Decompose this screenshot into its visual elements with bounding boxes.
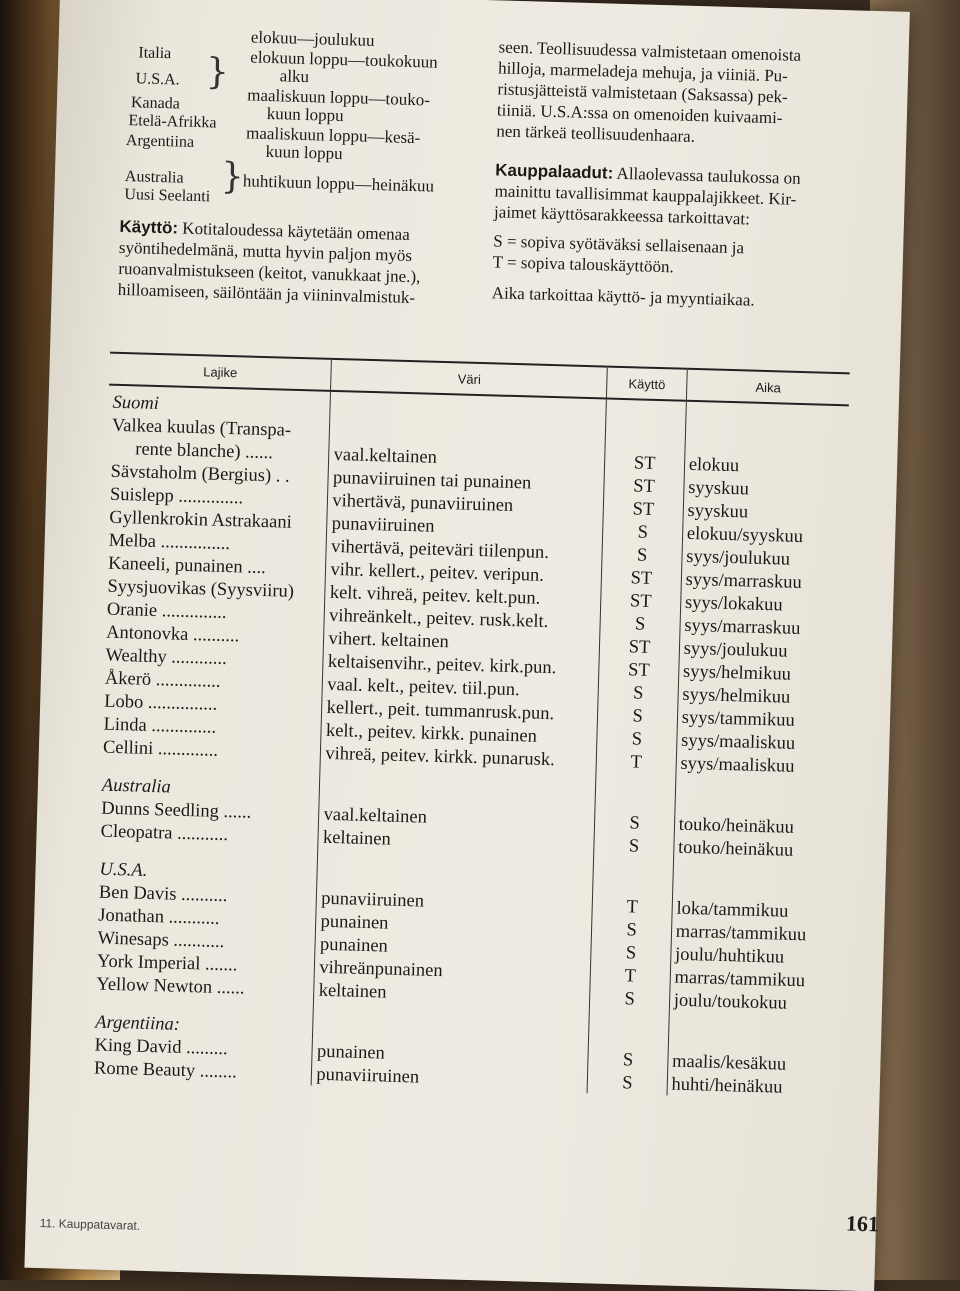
variety-color: vihreä, peitev. kirkk. punarusk.: [321, 742, 597, 773]
variety-color: kelt., peitev. kirkk. punainen: [321, 719, 597, 750]
variety-use: S: [592, 917, 672, 942]
variety-use: S: [597, 726, 677, 751]
variety-name: Suislepp ..............: [109, 484, 244, 509]
variety-use: T: [590, 963, 670, 988]
variety-time: syys/helmikuu: [678, 660, 841, 688]
variety-time: joulu/toukokuu: [669, 989, 832, 1017]
variety-use: S: [603, 520, 683, 545]
right-line: hilloja, marmeladeja mehuja, ja viiniä. Pu-: [497, 58, 789, 86]
variety-name: King David .........: [94, 1035, 228, 1060]
variety-time: syyskuu: [683, 499, 846, 527]
variety-name: Dunns Seedling ......: [100, 798, 252, 823]
variety-time: syys/marraskuu: [681, 568, 844, 596]
right-line: tiiniä. U.S.A:ssa on omenoiden kuivaami-: [496, 100, 783, 128]
variety-use: ST: [605, 451, 685, 476]
variety-color: keltainen: [318, 826, 594, 857]
variety-name: Cleopatra ...........: [100, 821, 229, 846]
variety-name: Wealthy ............: [105, 645, 228, 670]
book-page: [24, 0, 909, 1291]
variety-name: Rome Beauty ........: [93, 1058, 238, 1083]
variety-time: syys/lokakuu: [680, 591, 843, 619]
variety-name: Antonovka ..........: [105, 622, 240, 647]
variety-name: Syysjuovikas (Syysviiru): [107, 576, 295, 602]
variety-color: punainen: [316, 910, 592, 941]
variety-time: loka/tammikuu: [672, 897, 835, 925]
variety-color: vihert. keltainen: [324, 627, 600, 658]
kauppalaadut-heading: Kauppalaadut:: [494, 160, 614, 183]
variety-time: marras/tammikuu: [670, 966, 833, 994]
group-label-suomi: Suomi: [112, 392, 160, 415]
right-line: ristusjätteistä valmistetaan (Saksassa) pek-: [497, 79, 789, 107]
kaytto-line: hilloamiseen, säilöntään ja viininvalmistuk-: [117, 279, 416, 308]
header-vari: Väri: [331, 359, 608, 399]
variety-name: Gyllenkrokin Astrakaani: [109, 507, 292, 533]
variety-color: keltaisenvihr., peitev. kirk.pun.: [323, 650, 599, 681]
variety-color: vihr. kellert., peitev. veripun.: [326, 558, 602, 589]
country-etela-afrikka: Etelä-Afrikka: [128, 112, 217, 132]
variety-time: syys/tammikuu: [677, 706, 840, 734]
variety-use: S: [598, 703, 678, 728]
variety-use: ST: [604, 474, 684, 499]
aika-definition: Aika tarkoittaa käyttö- ja myyntiaikaa.: [491, 283, 755, 310]
variety-use: S: [594, 833, 674, 858]
brace-usa: }: [205, 51, 230, 93]
variety-color: punaviiruinen: [312, 1063, 588, 1094]
variety-name: Winesaps ...........: [97, 928, 225, 953]
variety-use: ST: [599, 657, 679, 682]
variety-color: vihreänpunainen: [315, 956, 591, 987]
variety-name: Åkerö ..............: [104, 668, 221, 692]
variety-time: syyskuu: [683, 476, 846, 504]
variety-color: vaal. kelt., peitev. tiil.pun.: [322, 673, 598, 704]
variety-name: Kaneeli, punainen ....: [107, 553, 267, 579]
variety-name: Yellow Newton ......: [96, 974, 245, 999]
variety-name: Lobo ...............: [103, 691, 218, 715]
variety-use: ST: [601, 588, 681, 613]
variety-time: syys/maaliskuu: [676, 729, 839, 757]
variety-name: Cellini .............: [102, 737, 219, 761]
season-line: elokuu—joulukuu: [250, 27, 375, 50]
variety-time: touko/heinäkuu: [674, 813, 837, 841]
variety-use: ST: [600, 634, 680, 659]
season-line: alku: [279, 66, 310, 87]
variety-color: vihertävä, peiteväri tiilenpun.: [326, 535, 602, 566]
header-kaytto: Käyttö: [607, 367, 687, 401]
variety-time: elokuu: [684, 453, 847, 481]
right-line: mainittu tavallisimmat kauppalajikkeet. Kir-: [494, 181, 797, 209]
page-number: 161: [845, 1210, 880, 1237]
variety-use: S: [590, 986, 670, 1011]
variety-time: huhti/heinäkuu: [667, 1073, 830, 1101]
variety-use: T: [592, 894, 672, 919]
group-label-australia: Australia: [101, 775, 172, 798]
country-usa: U.S.A.: [135, 70, 180, 89]
variety-time: syys/joulukuu: [679, 637, 842, 665]
variety-time: maalis/kesäkuu: [667, 1050, 830, 1078]
right-column: [492, 36, 859, 313]
variety-name: York Imperial .......: [96, 951, 238, 976]
right-line: Allaolevassa taulukossa on: [616, 163, 801, 188]
header-aika: Aika: [686, 369, 850, 406]
apple-variety-table: [90, 352, 850, 1100]
variety-color: punainen: [312, 1040, 588, 1071]
season-line: elokuun loppu—toukokuun: [250, 47, 438, 72]
right-line: seen. Teollisuudessa valmistetaan omenoista: [498, 37, 802, 65]
variety-color: punaviiruinen: [327, 512, 603, 543]
variety-use: S: [588, 1047, 668, 1072]
variety-color: kelt. vihreä, peitev. kelt.pun.: [325, 581, 601, 612]
variety-time: syys/maaliskuu: [676, 752, 839, 780]
season-line: maaliskuun loppu—kesä-: [245, 123, 421, 148]
variety-time: syys/joulukuu: [681, 545, 844, 573]
variety-name: Melba ...............: [108, 530, 231, 555]
variety-color: vaal.keltainen: [319, 803, 595, 834]
group-label-argentiina: Argentiina:: [95, 1012, 181, 1035]
s-definition: S = sopiva syötäväksi sellaisenaan ja: [493, 231, 745, 258]
country-argentiina: Argentiina: [125, 132, 195, 151]
kaytto-paragraph: [117, 216, 499, 311]
variety-use: S: [600, 611, 680, 636]
variety-time: touko/heinäkuu: [673, 836, 836, 864]
right-line: nen tärkeä teollisuudenhaara.: [496, 121, 696, 146]
variety-use: S: [595, 810, 675, 835]
footer-chapter: 11. Kauppatavarat.: [39, 1216, 141, 1233]
country-kanada: Kanada: [130, 94, 181, 113]
header-lajike: Lajike: [109, 353, 332, 391]
variety-color: vaal.keltainen: [329, 443, 605, 474]
variety-color: vihertävä, punaviiruinen: [328, 489, 604, 520]
variety-color: vihreänkelt., peitev. rusk.kelt.: [324, 604, 600, 635]
variety-time: syys/marraskuu: [680, 614, 843, 642]
variety-name: Sävstaholm (Bergius) . .: [110, 461, 290, 487]
variety-name: Linda ..............: [103, 714, 217, 738]
t-definition: T = sopiva talouskäyttöön.: [492, 252, 675, 277]
kaytto-line: Kotitaloudessa käytetään omenaa: [182, 218, 411, 244]
variety-name: rente blanche) ......: [135, 439, 274, 464]
variety-name: Jonathan ...........: [98, 905, 220, 929]
variety-use: T: [596, 749, 676, 774]
right-line: jaimet käyttösarakkeessa tarkoittavat:: [493, 202, 751, 229]
variety-time: syys/helmikuu: [678, 683, 841, 711]
variety-use: ST: [603, 497, 683, 522]
group-label-usa: U.S.A.: [99, 859, 148, 881]
variety-name: Ben Davis ..........: [98, 882, 228, 907]
kaytto-line: ruoanvalmistukseen (keitot, vanukkaat jne.),: [118, 258, 421, 287]
kaytto-line: syöntihedelmänä, mutta hyvin paljon myös: [118, 237, 413, 266]
variety-use: S: [598, 680, 678, 705]
variety-color: punaviiruinen tai punainen: [328, 466, 604, 497]
country-italia: Italia: [138, 44, 172, 63]
variety-color: punaviiruinen: [316, 887, 592, 918]
variety-color: kellert., peit. tummanrusk.pun.: [322, 696, 598, 727]
variety-name: Oranie ..............: [106, 599, 227, 624]
season-line: maaliskuun loppu—touko-: [246, 85, 431, 110]
variety-time: elokuu/syyskuu: [682, 522, 845, 550]
variety-color: punainen: [315, 933, 591, 964]
variety-use: S: [587, 1070, 667, 1095]
season-line: kuun loppu: [266, 103, 344, 126]
variety-use: S: [591, 940, 671, 965]
country-uusi-seelanti: Uusi Seelanti: [124, 186, 211, 206]
variety-color: keltainen: [314, 979, 590, 1010]
variety-time: marras/tammikuu: [671, 920, 834, 948]
kaytto-heading: Käyttö:: [119, 216, 179, 238]
brace-australia: }: [220, 155, 245, 198]
variety-time: joulu/huhtikuu: [670, 943, 833, 971]
variety-name: Valkea kuulas (Transpa-: [111, 415, 292, 441]
season-line: kuun loppu: [265, 141, 343, 164]
season-line: huhtikuun loppu—heinäkuu: [242, 171, 435, 196]
country-australia: Australia: [124, 168, 184, 187]
variety-use: S: [602, 542, 682, 567]
variety-use: ST: [601, 565, 681, 590]
